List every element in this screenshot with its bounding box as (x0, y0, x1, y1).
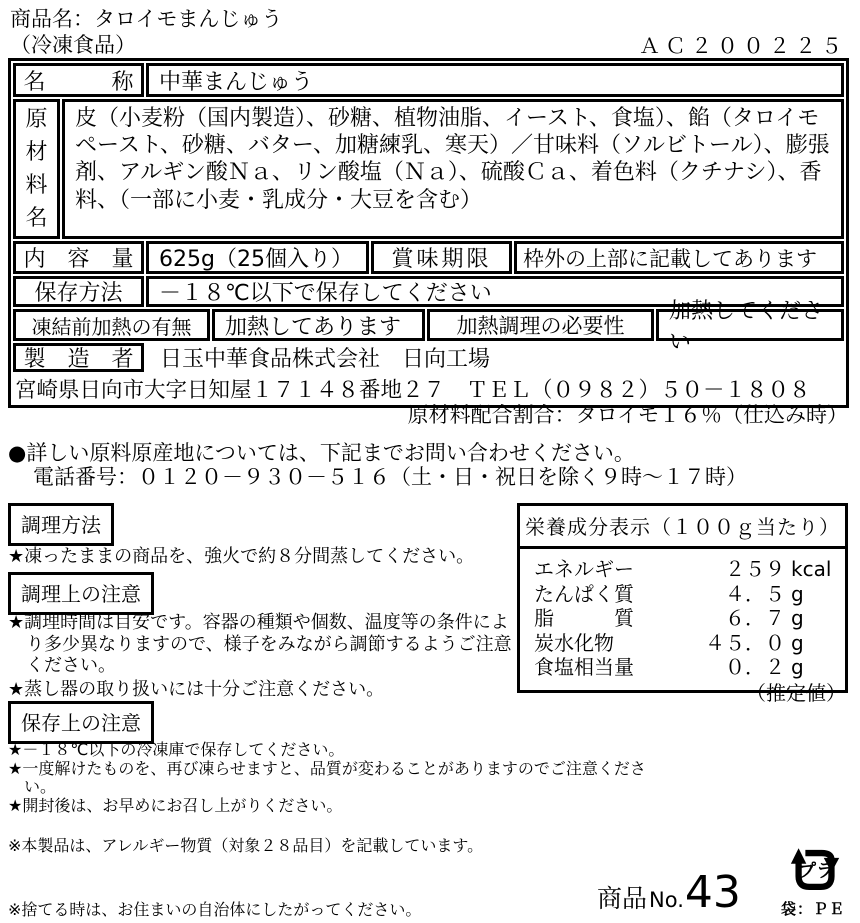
storage-method-label: 保存方法 (13, 276, 144, 307)
origin-phone-line: 電話番号：０１２０－９３０－５１６（土・日・祝日を除く９時～１７時） (33, 465, 747, 489)
name-value: 中華まんじゅう (146, 63, 844, 97)
row-heating (13, 299, 844, 355)
nutrition-label: 脂 質 (534, 606, 634, 631)
cooking-caution-heading: 調理上の注意 (8, 572, 154, 615)
bag-material-note: 袋：ＰＥ (781, 900, 846, 918)
nutrition-unit: g (791, 606, 804, 631)
storage-caution-list (8, 741, 653, 816)
storage-method-value: －１８℃以下で保存してください (146, 276, 844, 307)
nutrition-unit: g (791, 655, 804, 680)
name-label: 名 称 (13, 63, 144, 97)
row-net-expiry (13, 241, 844, 274)
nutrition-panel (517, 503, 848, 693)
manufacturer-label: 製 造 者 (13, 343, 144, 372)
row-ingredients (13, 99, 844, 239)
storage-caution-item: ★開封後は、お早めにお召し上がりください。 (8, 796, 343, 815)
product-number-prefix: 商品 (597, 884, 648, 913)
cooking-caution-item: ★調理時間は目安です。容器の種類や個数、温度等の条件により多少異なりますので、様子をみながら調節するようご注意ください。 (8, 612, 512, 676)
frozen-food-note: （冷凍食品） (10, 33, 136, 57)
storage-caution-heading: 保存上の注意 (8, 701, 154, 744)
nutrition-unit: kcal (791, 557, 832, 581)
product-number-value: 43 (684, 867, 741, 918)
lot-code: ＡＣ２００２２５ (639, 34, 847, 58)
recycle-mark-text: プラ (797, 861, 835, 883)
allergy-footnote: ※本製品は、アレルギー物質（対象２８品目）を記載しています。 (8, 836, 484, 855)
product-number-no-sign: No. (649, 888, 684, 912)
nutrition-value: ４．５ (725, 581, 785, 606)
nutrition-value: ４５．０ (705, 630, 785, 655)
product-number (597, 867, 741, 918)
nutrition-estimate-note: （推定値） (746, 681, 846, 705)
cooking-caution-item: ★蒸し器の取り扱いには十分ご注意ください。 (8, 678, 385, 700)
cooking-caution-list (8, 612, 520, 702)
nutrition-row (534, 606, 837, 631)
expiry-label: 賞味期限 (371, 241, 512, 274)
plastic-recycle-icon (787, 843, 845, 896)
nutrition-label: 炭水化物 (534, 630, 614, 655)
nutrition-unit: g (791, 630, 804, 655)
nutrition-row (534, 631, 837, 656)
net-weight-label: 内 容 量 (13, 241, 144, 274)
row-manufacturer (13, 343, 844, 372)
nutrition-row (534, 557, 837, 582)
nutrition-unit: g (791, 581, 804, 606)
manufacturer-address: 宮崎県日向市大字日知屋１７１４８番地２７ ＴＥＬ（０９８２）５０－１８０８ (15, 378, 811, 403)
cooking-method-heading: 調理方法 (8, 503, 114, 546)
prefreeze-heating-value: 加熱してあります (212, 309, 425, 341)
storage-caution-item: ★一度解けたものを、再び凍らせますと、品質が変わることがありますのでご注意ください。 (8, 759, 646, 796)
prefreeze-heating-label: 凍結前加熱の有無 (13, 309, 210, 341)
expiry-value: 枠外の上部に記載してあります (514, 241, 844, 274)
product-name: 商品名：タロイモまんじゅう (10, 7, 283, 31)
nutrition-value: ６．７ (725, 606, 785, 631)
disposal-footnote: ※捨てる時は、お住まいの自治体にしたがってください。 (8, 900, 422, 919)
cooking-method-item: ★凍ったままの商品を、強火で約８分間蒸してください。 (8, 546, 475, 567)
nutrition-row (534, 582, 837, 607)
nutrition-title: 栄養成分表示（１００ｇ当たり） (520, 506, 845, 549)
ingredients-value: 皮（小麦粉（国内製造）、砂糖、植物油脂、イースト、食塩）、餡（タロイモペースト、砂糖、バター、加糖練乳、寒天）／甘味料（ソルビトール）、膨張剤、アルギン酸Ｎａ、リン酸塩（Ｎａ）、硫酸Ｃａ、着色料（クチナシ）、香料、（一部に小麦・乳成分・大豆を含む） (62, 99, 844, 239)
manufacturer-value: 日玉中華食品株式会社 日向工場 (160, 347, 491, 372)
nutrition-label: エネルギー (534, 557, 634, 581)
row-name (13, 63, 844, 97)
storage-caution-item: ★－１８℃以下の冷凍庫で保存してください。 (8, 740, 345, 759)
nutrition-label: たんぱく質 (534, 581, 634, 606)
spec-table (8, 58, 849, 408)
ingredient-ratio-note: 原材料配合割合：タロイモ１６％（仕込み時） (407, 403, 848, 427)
nutrition-value: ２５９ (725, 557, 785, 581)
net-weight-value: 625g（25個入り） (146, 241, 369, 274)
heating-required-value: 加熱してください (656, 309, 844, 341)
heating-required-label: 加熱調理の必要性 (427, 309, 654, 341)
nutrition-rows (520, 549, 845, 690)
nutrition-label: 食塩相当量 (534, 655, 634, 680)
origin-inquiry-line: ●詳しい原料原産地については、下記までお問い合わせください。 (8, 441, 635, 465)
ingredients-label: 原材料名 (13, 99, 60, 239)
nutrition-value: ０．２ (725, 655, 785, 680)
